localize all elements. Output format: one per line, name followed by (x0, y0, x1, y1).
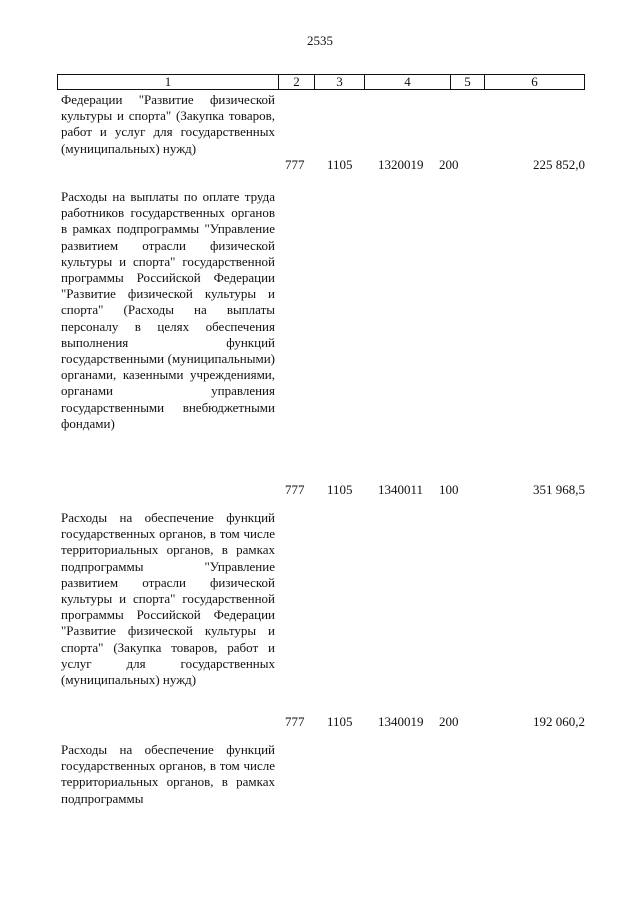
table-row (61, 92, 585, 172)
target-code: 1320019 (378, 157, 424, 172)
amount: 351 968,5 (533, 482, 585, 497)
row-description: Расходы на обеспечение функций государственных органов, в том числе территориальных органов, в рамках подпрограммы (61, 742, 275, 806)
column-header-4: 4 (365, 75, 451, 89)
section-code: 1105 (327, 714, 353, 729)
column-header-6: 6 (531, 74, 538, 89)
table-row (61, 742, 585, 807)
section-code: 1105 (327, 482, 353, 497)
expense-type-code: 200 (439, 157, 459, 172)
column-header-3: 3 (315, 75, 365, 89)
table-header-row (57, 74, 585, 90)
row-description: Расходы на обеспечение функций государственных органов, в том числе территориальных органов, в рамках подпрограммы "Управление развитием отрасли физической культуры и спорта" государственной программы Российской Федерации "Развитие физической культуры и спорта" (Закупка товаров, работ и услуг для государственных (муниципальных) нужд) (61, 510, 275, 688)
admin-code: 777 (285, 157, 305, 172)
column-header-5: 5 (451, 75, 485, 89)
table-row (61, 510, 585, 729)
amount: 225 852,0 (533, 157, 585, 172)
section-code: 1105 (327, 157, 353, 172)
expense-type-code: 200 (439, 714, 459, 729)
table-row (61, 189, 585, 497)
row-description: Расходы на выплаты по оплате труда работников государственных органов в рамках подпрограммы "Управление развитием отрасли физической культуры и спорта" государственной программы Российской Федерации "Развитие физической культуры и спорта" (Расходы на выплаты персоналу в целях обеспечения выполнения функций государственными (муниципальными) органами, казенными учреждениями, органами управления государственными внебюджетными фондами) (61, 189, 275, 431)
column-header-1: 1 (58, 75, 279, 89)
target-code: 1340011 (378, 482, 424, 497)
page-number: 2535 (307, 33, 333, 48)
admin-code: 777 (285, 714, 305, 729)
column-header-2: 2 (279, 75, 315, 89)
row-description: Федерации "Развитие физической культуры и спорта" (Закупка товаров, работ и услуг для государственных (муниципальных) нужд) (61, 92, 275, 156)
expense-type-code: 100 (439, 482, 459, 497)
target-code: 1340019 (378, 714, 424, 729)
amount: 192 060,2 (533, 714, 585, 729)
admin-code: 777 (285, 482, 305, 497)
